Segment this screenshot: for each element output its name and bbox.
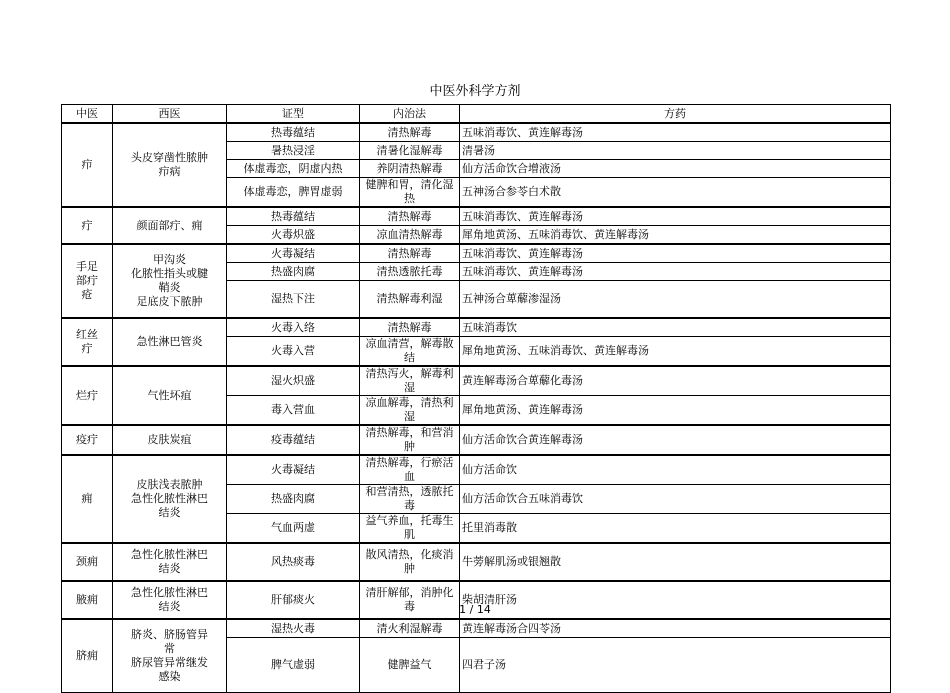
cell-zhongyi: 疔 — [62, 207, 113, 244]
cell-neizhifa: 散风清热，化痰消肿 — [360, 543, 460, 581]
cell-xiyi: 皮肤浅表脓肿 急性化脓性淋巴 结炎 — [113, 455, 227, 543]
cell-zhengxing: 体虚毒恋，脾胃虚弱 — [227, 178, 360, 208]
header-zhongyi: 中医 — [62, 105, 113, 124]
cell-fangyao: 五味消毒饮、黄连解毒汤 — [460, 263, 891, 281]
cell-zhengxing: 火毒入络 — [227, 318, 360, 337]
cell-zhongyi: 腋痈 — [62, 581, 113, 619]
cell-neizhifa: 清热解毒，和营消肿 — [360, 425, 460, 455]
cell-zhengxing: 体虚毒恋，阴虚内热 — [227, 160, 360, 178]
cell-zhongyi: 疫疔 — [62, 425, 113, 455]
cell-neizhifa: 清热解毒利湿 — [360, 281, 460, 319]
cell-fangyao: 托里消毒散 — [460, 514, 891, 544]
cell-fangyao: 犀角地黄汤、黄连解毒汤 — [460, 396, 891, 426]
cell-zhongyi: 颈痈 — [62, 543, 113, 581]
cell-zhengxing: 火毒入营 — [227, 337, 360, 367]
cell-zhongyi: 手足 部疔 疮 — [62, 244, 113, 318]
cell-fangyao: 仙方活命饮 — [460, 455, 891, 485]
cell-fangyao: 仙方活命饮合五味消毒饮 — [460, 485, 891, 514]
cell-zhengxing: 热毒蕴结 — [227, 123, 360, 142]
cell-zhengxing: 热毒蕴结 — [227, 207, 360, 226]
table-row — [62, 318, 891, 337]
table-row — [62, 366, 891, 396]
cell-zhengxing: 火毒凝结 — [227, 244, 360, 263]
cell-fangyao: 四君子汤 — [460, 638, 891, 693]
cell-fangyao: 柴胡清肝汤 — [460, 581, 891, 619]
cell-zhongyi: 红丝 疔 — [62, 318, 113, 366]
cell-neizhifa: 清热解毒，行瘀活血 — [360, 455, 460, 485]
cell-xiyi: 气性坏疽 — [113, 366, 227, 425]
cell-xiyi: 头皮穿凿性脓肿 疖病 — [113, 123, 227, 207]
cell-neizhifa: 清热解毒 — [360, 318, 460, 337]
cell-fangyao: 仙方活命饮合增液汤 — [460, 160, 891, 178]
cell-neizhifa: 清热泻火，解毒利湿 — [360, 366, 460, 396]
cell-neizhifa: 清热解毒 — [360, 244, 460, 263]
table-row — [62, 619, 891, 638]
page-number: 1 / 14 — [459, 603, 491, 616]
cell-fangyao: 黄连解毒汤合四苓汤 — [460, 619, 891, 638]
table-row — [62, 123, 891, 142]
table-row — [62, 455, 891, 485]
cell-neizhifa: 清热解毒 — [360, 207, 460, 226]
cell-neizhifa: 益气养血，托毒生肌 — [360, 514, 460, 544]
cell-fangyao: 五神汤合萆薢渗湿汤 — [460, 281, 891, 319]
cell-neizhifa: 养阴清热解毒 — [360, 160, 460, 178]
cell-fangyao: 黄连解毒汤合萆薢化毒汤 — [460, 366, 891, 396]
cell-xiyi: 急性化脓性淋巴 结炎 — [113, 581, 227, 619]
cell-zhengxing: 火毒炽盛 — [227, 226, 360, 245]
cell-zhengxing: 毒入营血 — [227, 396, 360, 426]
cell-neizhifa: 凉血清热解毒 — [360, 226, 460, 245]
cell-fangyao: 清暑汤 — [460, 142, 891, 160]
cell-zhengxing: 风热痰毒 — [227, 543, 360, 581]
cell-xiyi: 急性淋巴管炎 — [113, 318, 227, 366]
cell-zhongyi: 痈 — [62, 455, 113, 543]
cell-fangyao: 犀角地黄汤、五味消毒饮、黄连解毒汤 — [460, 337, 891, 367]
cell-zhengxing: 暑热浸淫 — [227, 142, 360, 160]
cell-zhongyi: 脐痈 — [62, 619, 113, 693]
cell-neizhifa: 清热解毒 — [360, 123, 460, 142]
cell-fangyao: 五味消毒饮、黄连解毒汤 — [460, 207, 891, 226]
header-neizhifa: 内治法 — [360, 105, 460, 124]
cell-neizhifa: 健脾和胃，清化湿热 — [360, 178, 460, 208]
cell-zhengxing: 脾气虚弱 — [227, 638, 360, 693]
cell-zhengxing: 湿火炽盛 — [227, 366, 360, 396]
header-xiyi: 西医 — [113, 105, 227, 124]
cell-fangyao: 犀角地黄汤、五味消毒饮、黄连解毒汤 — [460, 226, 891, 245]
cell-zhongyi: 疖 — [62, 123, 113, 207]
cell-neizhifa: 健脾益气 — [360, 638, 460, 693]
cell-zhengxing: 湿热火毒 — [227, 619, 360, 638]
cell-neizhifa: 清暑化湿解毒 — [360, 142, 460, 160]
table-row — [62, 425, 891, 455]
cell-fangyao: 五味消毒饮、黄连解毒汤 — [460, 123, 891, 142]
cell-xiyi: 皮肤炭疽 — [113, 425, 227, 455]
cell-xiyi: 甲沟炎 化脓性指头或腱 鞘炎 足底皮下脓肿 — [113, 244, 227, 318]
cell-fangyao: 五味消毒饮、黄连解毒汤 — [460, 244, 891, 263]
cell-neizhifa: 清肝解郁，消肿化毒 — [360, 581, 460, 619]
table-row — [62, 543, 891, 581]
cell-zhengxing: 疫毒蕴结 — [227, 425, 360, 455]
cell-xiyi: 脐炎、脐肠管异 常 脐尿管异常继发 感染 — [113, 619, 227, 693]
header-fangyao: 方药 — [460, 105, 891, 124]
cell-zhengxing: 热盛肉腐 — [227, 485, 360, 514]
cell-xiyi: 急性化脓性淋巴 结炎 — [113, 543, 227, 581]
cell-neizhifa: 清热透脓托毒 — [360, 263, 460, 281]
cell-zhengxing: 湿热下注 — [227, 281, 360, 319]
cell-fangyao: 牛蒡解肌汤或银翘散 — [460, 543, 891, 581]
cell-zhengxing: 肝郁痰火 — [227, 581, 360, 619]
table-header-row — [62, 105, 891, 124]
cell-neizhifa: 凉血解毒，清热利湿 — [360, 396, 460, 426]
cell-zhengxing: 火毒凝结 — [227, 455, 360, 485]
cell-zhengxing: 气血两虚 — [227, 514, 360, 544]
document-title: 中医外科学方剂 — [429, 84, 521, 99]
table-row — [62, 244, 891, 263]
cell-zhongyi: 烂疔 — [62, 366, 113, 425]
table-row — [62, 207, 891, 226]
cell-zhengxing: 热盛肉腐 — [227, 263, 360, 281]
cell-fangyao: 五味消毒饮 — [460, 318, 891, 337]
cell-xiyi: 颜面部疔、痈 — [113, 207, 227, 244]
cell-neizhifa: 和营清热，透脓托毒 — [360, 485, 460, 514]
header-zhengxing: 证型 — [227, 105, 360, 124]
cell-fangyao: 五神汤合参苓白术散 — [460, 178, 891, 208]
cell-neizhifa: 凉血清营，解毒散结 — [360, 337, 460, 367]
cell-fangyao: 仙方活命饮合黄连解毒汤 — [460, 425, 891, 455]
cell-neizhifa: 清火利湿解毒 — [360, 619, 460, 638]
